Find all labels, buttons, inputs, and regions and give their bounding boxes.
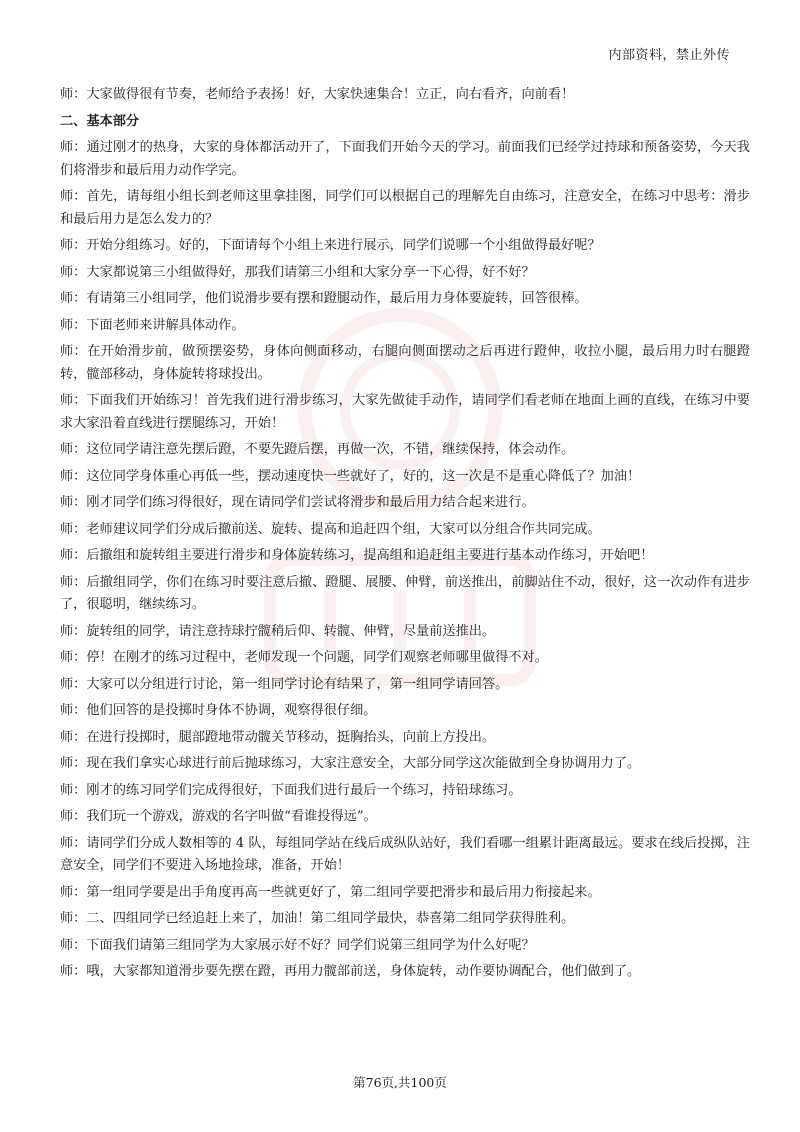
- paragraph: 师：停！在刚才的练习过程中，老师发现一个问题，同学们观察老师哪里做得不对。: [60, 650, 548, 665]
- paragraph: 师：二、四组同学已经追赶上来了，加油！第二组同学最快，恭喜第二组同学获得胜利。: [60, 911, 575, 926]
- paragraph: 师：后撤组同学，你们在练习时要注意后撤、蹬腿、展腰、伸臂，前送推出，前脚站住不动，很好，这一次动作有进步了，很聪明，继续练习。: [60, 574, 750, 612]
- paragraph: 师：首先，请每组小组长到老师这里拿挂图，同学们可以根据自己的理解先自由练习，注意安全，在练习中思考：滑步和最后用力是怎么发力的？: [60, 189, 750, 227]
- paragraph: 师：后撤组和旋转组主要进行滑步和身体旋转练习，提高组和追赶组主要进行基本动作练习，开始吧！: [60, 548, 654, 563]
- paragraph: 师：在进行投掷时，腿部蹬地带动髋关节移动，挺胸抬头，向前上方投出。: [60, 729, 496, 745]
- paragraph: 师：我们玩一个游戏，游戏的名字叫做“看谁投得远”。: [60, 809, 377, 824]
- paragraph: 师：这位同学请注意先摆后蹬，不要先蹬后摆，再做一次，不错，继续保持，体会动作。: [60, 442, 575, 457]
- paragraph: 师：通过刚才的热身，大家的身体都活动开了，下面我们开始今天的学习。前面我们已经学过持球和预备姿势，今天我们将滑步和最后用力动作学完。: [60, 140, 750, 178]
- paragraph: 师：大家做得很有节奏，老师给予表扬！好，大家快速集合！立正，向右看齐，向前看！: [60, 87, 575, 102]
- paragraph: 师：下面我们请第三组同学为大家展示好不好？同学们说第三组同学为什么好呢？: [60, 937, 535, 953]
- paragraph: 师：老师建议同学们分成后撤前送、旋转、提高和追赶四个组，大家可以分组合作共同完成。: [60, 521, 601, 537]
- paragraph: 师：现在我们拿实心球进行前后抛球练习，大家注意安全，大部分同学这次能做到全身协调用力了。: [60, 756, 641, 771]
- paragraph: 师：开始分组练习。好的，下面请每个小组上来进行展示，同学们说哪一个小组做得最好呢？: [60, 238, 601, 253]
- paragraph: 师：在开始滑步前，做预摆姿势，身体向侧面移动，右腿向侧面摆动之后再进行蹬伸，收拉小腿，最后用力时右腿蹬转，髋部移动，身体旋转将球投出。: [60, 344, 750, 382]
- paragraph: 师：刚才同学们练习得很好，现在请同学们尝试将滑步和最后用力结合起来进行。: [60, 495, 535, 510]
- document-body: [60, 84, 750, 988]
- paragraph: 师：下面我们开始练习！首先我们进行滑步练习，大家先做徒手动作，请同学们看老师在地面上画的直线，在练习中要求大家沿着直线进行摆腿练习，开始！: [60, 393, 750, 431]
- paragraph: 师：这位同学身体重心再低一些，摆动速度快一些就好了，好的，这一次是不是重心降低了？加油！: [60, 468, 641, 484]
- header-note: 内部资料，禁止外传: [608, 48, 730, 63]
- paragraph: 师：大家可以分组进行讨论，第一组同学讨论有结果了，第一组同学请回答。: [60, 676, 509, 692]
- paragraph: 师：请同学们分成人数相等的 4 队，每组同学站在线后成纵队站好，我们看哪一组累计距离最远。要求在线后投掷，注意安全，同学们不要进入场地捡球，准备，开始！: [60, 835, 750, 873]
- paragraph: 师：第一组同学要是出手角度再高一些就更好了，第二组同学要把滑步和最后用力衔接起来。: [60, 884, 601, 900]
- page-number: 第76页,共100页: [353, 1075, 447, 1090]
- paragraph: 师：旋转组的同学，请注意持球拧髋稍后仰、转髋、伸臂，尽量前送推出。: [60, 623, 496, 639]
- paragraph: 师：下面老师来讲解具体动作。: [60, 317, 245, 333]
- paragraph: 师：大家都说第三小组做得好，那我们请第三小组和大家分享一下心得，好不好？: [60, 264, 535, 280]
- paragraph: 师：哦，大家都知道滑步要先摆在蹬，再用力髋部前送，身体旋转，动作要协调配合，他们做到了。: [60, 964, 641, 979]
- paragraph: 师：刚才的练习同学们完成得很好，下面我们进行最后一个练习，持铅球练习。: [60, 782, 522, 798]
- paragraph: 师：他们回答的是投掷时身体不协调，观察得很仔细。: [60, 703, 377, 718]
- section-heading: 二、基本部分: [60, 113, 140, 129]
- paragraph: 师：有请第三小组同学，他们说滑步要有摆和蹬腿动作，最后用力身体要旋转，回答很棒。: [60, 291, 588, 306]
